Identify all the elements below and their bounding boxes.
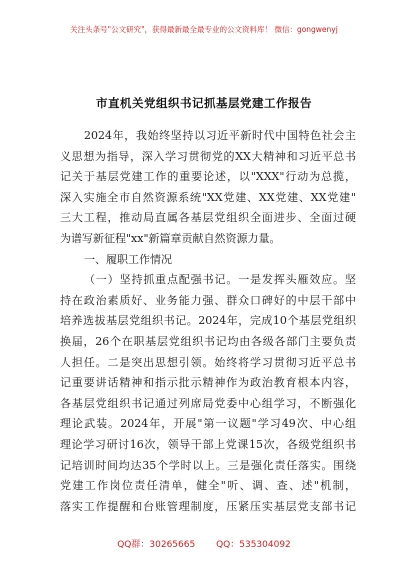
paragraph-line — [60, 208, 356, 229]
paragraph-line — [60, 435, 356, 456]
paragraph-line — [60, 311, 356, 332]
paragraph-line — [60, 497, 356, 518]
line-text: 培养选拔基层党组织书记。2024年，完成10个基层党组织 — [60, 314, 356, 328]
line-text: 2024年，我始终坚持以习近平新时代中国特色社会主 — [84, 129, 356, 142]
header-banner: 关注头条号"公文研究"，获得最新最全最专业的公文资料库！ 微信：gongwenyj — [70, 25, 338, 34]
line-text: 记重要讲话精神和指示批示精神作为政治教育根本内容， — [60, 376, 356, 390]
line-text: 记培训时间均达35个学时以上。三是强化责任落实。围绕 — [60, 458, 356, 472]
section-heading — [60, 250, 356, 271]
paragraph-line — [60, 147, 356, 168]
document-title: 市直机关党组织书记抓基层党建工作报告 — [96, 96, 312, 110]
line-text: 党建工作岗位责任清单，健全"听、调、查、述"机制， — [60, 479, 356, 493]
qq-group-number: QQ群：30265665 — [117, 540, 196, 550]
paragraph-line — [60, 394, 356, 415]
paragraph-line — [60, 332, 356, 353]
line-text: （一）坚持抓重点配强书记。一是发挥头雁效应。坚 — [84, 273, 356, 287]
line-text: 深入实施全市自然资源系统"XX党建、XX党建、XX党建" — [60, 190, 356, 204]
line-text: 义思想为指导，深入学习贯彻党的XX大精神和习近平总书 — [60, 149, 356, 163]
line-text: 记关于基层党建工作的重要论述，以"XXX"行动为总揽， — [60, 170, 356, 184]
paragraph-line — [60, 476, 356, 497]
paragraph-line — [60, 291, 356, 312]
line-text: 理论学习研讨16次，领导干部上党课15次，各级党组织书 — [60, 437, 356, 451]
paragraph-line — [60, 270, 356, 291]
line-text: 一、履职工作情况 — [84, 252, 172, 266]
paragraph-line — [60, 414, 356, 435]
paragraph-line — [60, 188, 356, 209]
paragraph-line — [60, 353, 356, 374]
line-text: 人担任。二是突出思想引领。始终将学习贯彻习近平总书 — [60, 355, 356, 369]
line-text: 各基层党组织书记通过列席局党委中心组学习，不断强化 — [60, 396, 356, 410]
paragraph-line — [60, 373, 356, 394]
footer-contact — [0, 537, 408, 550]
line-text: 换届，26个在职基层党组织书记均由各级各部门主要负责 — [60, 334, 356, 348]
document-body — [60, 126, 356, 517]
paragraph-line — [60, 126, 356, 147]
line-text: 落实工作提醒和台账管理制度，压紧压实基层党支部书记 — [60, 499, 356, 513]
qq-number: QQ：535304092 — [216, 540, 291, 550]
line-text: 为谱写新征程"xx"新篇章贡献自然资源力量。 — [60, 231, 281, 245]
line-text: 持在政治素质好、业务能力强、群众口碑好的中层干部中 — [60, 293, 356, 307]
line-text: 理论武装。2024年，开展"第一议题"学习49次、中心组 — [60, 417, 356, 431]
paragraph-line — [60, 167, 356, 188]
line-text: 三大工程，推动局直属各基层党组织全面进步、全面过硬 — [60, 211, 356, 225]
paragraph-line — [60, 229, 356, 250]
paragraph-line — [60, 456, 356, 477]
